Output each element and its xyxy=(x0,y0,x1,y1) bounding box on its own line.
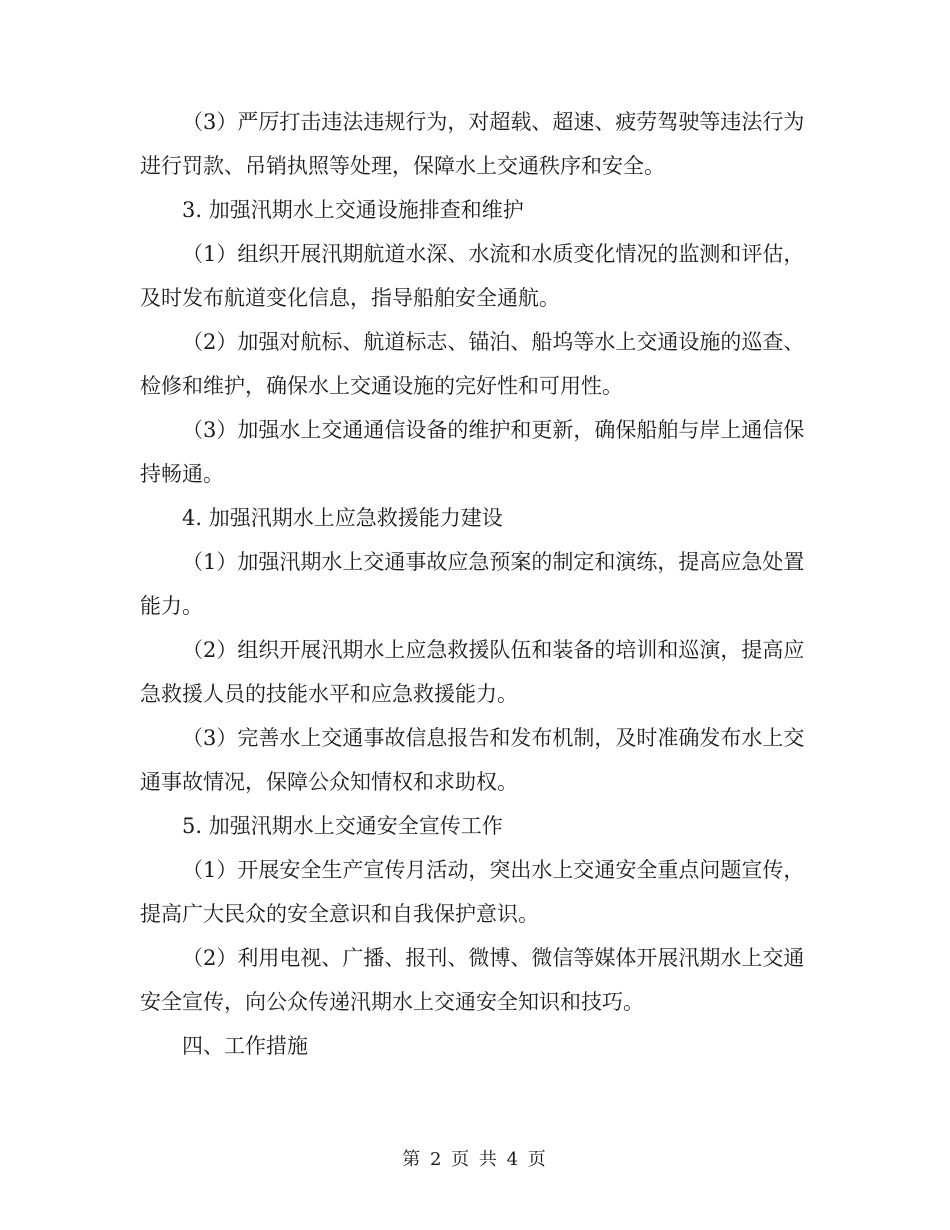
paragraph: （3）完善水上交通事故信息报告和发布机制，及时准确发布水上交通事故情况，保障公众知情权和求助权。 xyxy=(140,726,805,794)
section-heading: 4. 加强汛期水上应急救援能力建设 xyxy=(182,506,503,530)
paragraph: （1）加强汛期水上交通事故应急预案的制定和演练，提高应急处置能力。 xyxy=(140,550,805,618)
paragraph: （1）组织开展汛期航道水深、水流和水质变化情况的监测和评估，及时发布航道变化信息，指导船舶安全通航。 xyxy=(140,242,805,310)
section-heading: 3. 加强汛期水上交通设施排查和维护 xyxy=(182,198,524,222)
page-number-footer: 第 2 页 共 4 页 xyxy=(402,1149,548,1170)
section-heading: 四、工作措施 xyxy=(182,1034,308,1058)
paragraph: （2）组织开展汛期水上应急救援队伍和装备的培训和巡演，提高应急救援人员的技能水平和应急救援能力。 xyxy=(140,638,805,706)
paragraph: （2）加强对航标、航道标志、锚泊、船坞等水上交通设施的巡查、检修和维护，确保水上交通设施的完好性和可用性。 xyxy=(140,330,805,398)
section-heading: 5. 加强汛期水上交通安全宣传工作 xyxy=(182,814,503,838)
document-body xyxy=(140,100,810,1068)
paragraph: （3）严厉打击违法违规行为，对超载、超速、疲劳驾驶等违法行为进行罚款、吊销执照等处理，保障水上交通秩序和安全。 xyxy=(140,110,805,178)
paragraph: （3）加强水上交通通信设备的维护和更新，确保船舶与岸上通信保持畅通。 xyxy=(140,418,805,486)
paragraph: （2）利用电视、广播、报刊、微博、微信等媒体开展汛期水上交通安全宣传，向公众传递汛期水上交通安全知识和技巧。 xyxy=(140,946,805,1014)
paragraph: （1）开展安全生产宣传月活动，突出水上交通安全重点问题宣传，提高广大民众的安全意识和自我保护意识。 xyxy=(140,858,805,926)
